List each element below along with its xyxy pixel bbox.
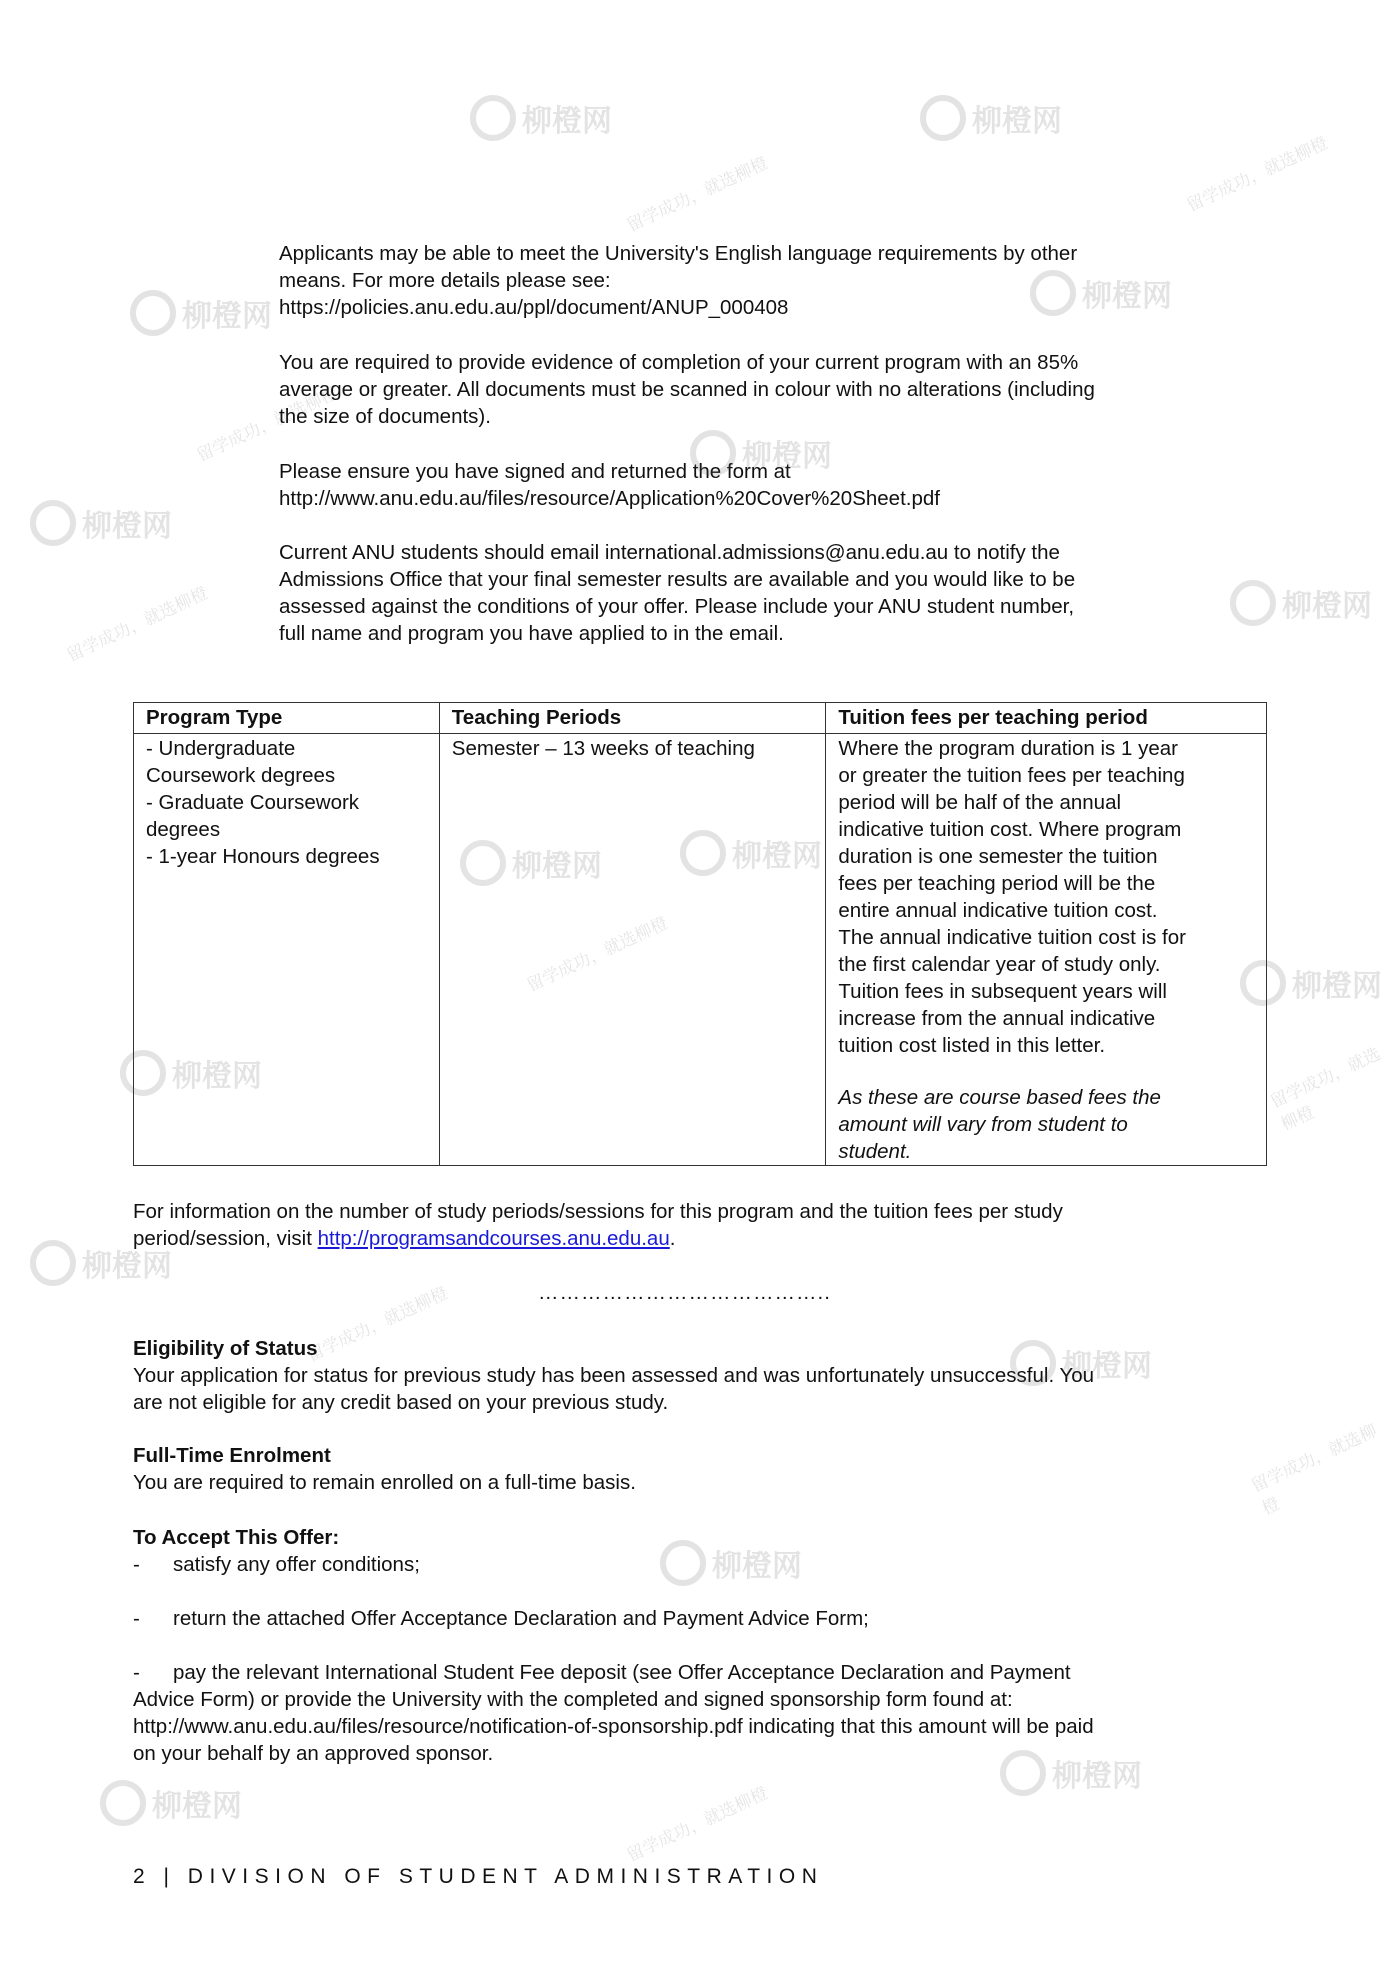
watermark-slogan: 留学成功，就选柳橙 (1248, 1421, 1380, 1519)
header-tuition-fees: Tuition fees per teaching period (826, 703, 1267, 734)
cell-line: The annual indicative tuition cost is for (838, 926, 1186, 949)
program-type-cell (134, 734, 440, 1166)
watermark-text: 柳橙网 (512, 850, 602, 883)
section-heading: Full-Time Enrolment (133, 1444, 331, 1467)
text-line: Applicants may be able to meet the University's English language requirements by other (279, 242, 1078, 265)
list-item (133, 1551, 1263, 1578)
text-line: full name and program you have applied to in the email. (279, 622, 784, 645)
section-heading: To Accept This Offer: (133, 1526, 340, 1549)
watermark-text: 柳橙网 (1052, 1760, 1142, 1793)
watermark-slogan: 留学成功，就选柳橙 (63, 583, 211, 666)
text-line: on your behalf by an approved sponsor. (133, 1742, 494, 1765)
text-line: Your application for status for previous study has been assessed and was unfortunately unsuccessful. You (133, 1364, 1095, 1387)
watermark-slogan: 留学成功，就选柳橙 (1183, 133, 1331, 216)
form-paragraph (279, 458, 1239, 512)
programs-courses-link[interactable]: http://programsandcourses.anu.edu.au (317, 1227, 670, 1250)
accept-offer-section (133, 1524, 1263, 1767)
list-item-text: satisfy any offer conditions; (173, 1553, 420, 1576)
study-periods-info (133, 1198, 1263, 1252)
spacer (133, 1578, 1263, 1605)
cell-line: entire annual indicative tuition cost. (838, 899, 1158, 922)
list-item-text: return the attached Offer Acceptance Declaration and Payment Advice Form; (173, 1607, 869, 1630)
teaching-periods-cell (439, 734, 826, 1166)
text-line: http://www.anu.edu.au/files/resource/notification-of-sponsorship.pdf indicating that this amount will be paid (133, 1715, 1094, 1738)
list-item (133, 1659, 1263, 1686)
text-line: means. For more details please see: (279, 269, 611, 292)
table-row (134, 734, 1267, 1166)
watermark-ring-icon (30, 500, 76, 546)
watermark-slogan: 留学成功，就选柳橙 (303, 1283, 451, 1366)
cell-line: Tuition fees in subsequent years will (838, 980, 1167, 1003)
watermark-text: 柳橙网 (152, 1790, 242, 1823)
watermark-slogan: 留学成功，就选柳橙 (623, 1783, 771, 1866)
dotted-separator: ………………………………….. (538, 1281, 831, 1304)
cell-line: indicative tuition cost. Where program (838, 818, 1182, 841)
watermark-slogan: 留学成功，就选柳橙 (193, 383, 341, 466)
watermark-slogan: 留学成功，就选柳橙 (1267, 1044, 1384, 1135)
cell-line: tuition cost listed in this letter. (838, 1034, 1106, 1057)
watermark-text: 柳橙网 (1282, 590, 1372, 623)
cell-note-line: student. (838, 1140, 912, 1163)
text-line: Advice Form) or provide the University with the completed and signed sponsorship form found at: (133, 1688, 1013, 1711)
spacer (133, 1632, 1263, 1659)
english-requirements-paragraph (279, 240, 1239, 321)
text-line: Please ensure you have signed and returned the form at (279, 460, 791, 483)
watermark-text: 柳橙网 (742, 440, 832, 473)
watermark-ring-icon (100, 1780, 146, 1826)
tuition-fees-cell (826, 734, 1267, 1166)
cell-line: Where the program duration is 1 year (838, 737, 1178, 760)
watermark-logo (130, 290, 272, 336)
watermark-slogan: 留学成功，就选柳橙 (623, 153, 771, 236)
bullet-dash: - (133, 1661, 140, 1684)
watermark-logo (470, 95, 612, 141)
cell-line: the first calendar year of study only. (838, 953, 1161, 976)
form-url: http://www.anu.edu.au/files/resource/Application%20Cover%20Sheet.pdf (279, 487, 940, 510)
current-students-paragraph (279, 539, 1239, 647)
text-line: Admissions Office that your final semester results are available and you would like to be (279, 568, 1076, 591)
text-fragment: . (669, 1227, 676, 1250)
watermark-text: 柳橙网 (182, 300, 272, 333)
cell-line: Coursework degrees (146, 764, 336, 787)
eligibility-section (133, 1335, 1263, 1416)
text-line: You are required to provide evidence of completion of your current program with an 85% (279, 351, 1079, 374)
cell-line: Semester – 13 weeks of teaching (451, 737, 755, 760)
policy-url: https://policies.anu.edu.au/ppl/document/ANUP_000408 (279, 296, 789, 319)
cell-line: duration is one semester the tuition (838, 845, 1158, 868)
watermark-text: 柳橙网 (712, 1550, 802, 1583)
text-line: You are required to remain enrolled on a full-time basis. (133, 1471, 636, 1494)
watermark-text: 柳橙网 (522, 105, 612, 138)
cell-line: period will be half of the annual (838, 791, 1122, 814)
cell-line: - Undergraduate (146, 737, 296, 760)
watermark-ring-icon (920, 95, 966, 141)
watermark-ring-icon (470, 95, 516, 141)
text-line: are not eligible for any credit based on your previous study. (133, 1391, 669, 1414)
watermark-text: 柳橙网 (1292, 970, 1382, 1003)
tuition-fees-table (133, 702, 1267, 1166)
list-item-text: pay the relevant International Student Fee deposit (see Offer Acceptance Declaration and Payment (173, 1661, 1071, 1684)
header-program-type: Program Type (134, 703, 440, 734)
cell-line: - Graduate Coursework (146, 791, 360, 814)
cell-note-line: As these are course based fees the (838, 1086, 1161, 1109)
enrolment-section (133, 1442, 1263, 1496)
watermark-text: 柳橙网 (1062, 1350, 1152, 1383)
section-heading: Eligibility of Status (133, 1337, 318, 1360)
bullet-dash: - (133, 1553, 140, 1576)
cell-line: - 1-year Honours degrees (146, 845, 380, 868)
watermark-text: 柳橙网 (82, 1250, 172, 1283)
watermark-text: 柳橙网 (1082, 280, 1172, 313)
watermark-text: 柳橙网 (972, 105, 1062, 138)
watermark-text: 柳橙网 (82, 510, 172, 543)
cell-line: or greater the tuition fees per teaching (838, 764, 1185, 787)
watermark-logo (30, 500, 172, 546)
text-fragment: period/session, visit (133, 1227, 318, 1250)
cell-line: increase from the annual indicative (838, 1007, 1156, 1030)
page-footer: 2 | DIVISION OF STUDENT ADMINISTRATION (133, 1865, 824, 1888)
watermark-ring-icon (30, 1240, 76, 1286)
text-line: assessed against the conditions of your offer. Please include your ANU student number, (279, 595, 1075, 618)
text-line: Current ANU students should email international.admissions@anu.edu.au to notify the (279, 541, 1060, 564)
evidence-paragraph (279, 349, 1239, 430)
watermark-text: 柳橙网 (172, 1060, 262, 1093)
text-line: average or greater. All documents must be scanned in colour with no alterations (including (279, 378, 1095, 401)
bullet-dash: - (133, 1607, 140, 1630)
watermark-text: 柳橙网 (732, 840, 822, 873)
watermark-logo (1230, 580, 1372, 626)
watermark-logo (100, 1780, 242, 1826)
cell-note-line: amount will vary from student to (838, 1113, 1128, 1136)
watermark-logo (920, 95, 1062, 141)
table-header-row (134, 703, 1267, 734)
cell-line: fees per teaching period will be the (838, 872, 1156, 895)
watermark-ring-icon (130, 290, 176, 336)
cell-line: degrees (146, 818, 221, 841)
text-line (133, 1225, 1263, 1252)
watermark-slogan: 留学成功，就选柳橙 (523, 913, 671, 996)
text-line: the size of documents). (279, 405, 491, 428)
header-teaching-periods: Teaching Periods (439, 703, 826, 734)
text-line: For information on the number of study periods/sessions for this program and the tuition fees per study (133, 1200, 1063, 1223)
list-item (133, 1605, 1263, 1632)
spacer (838, 1059, 1256, 1084)
